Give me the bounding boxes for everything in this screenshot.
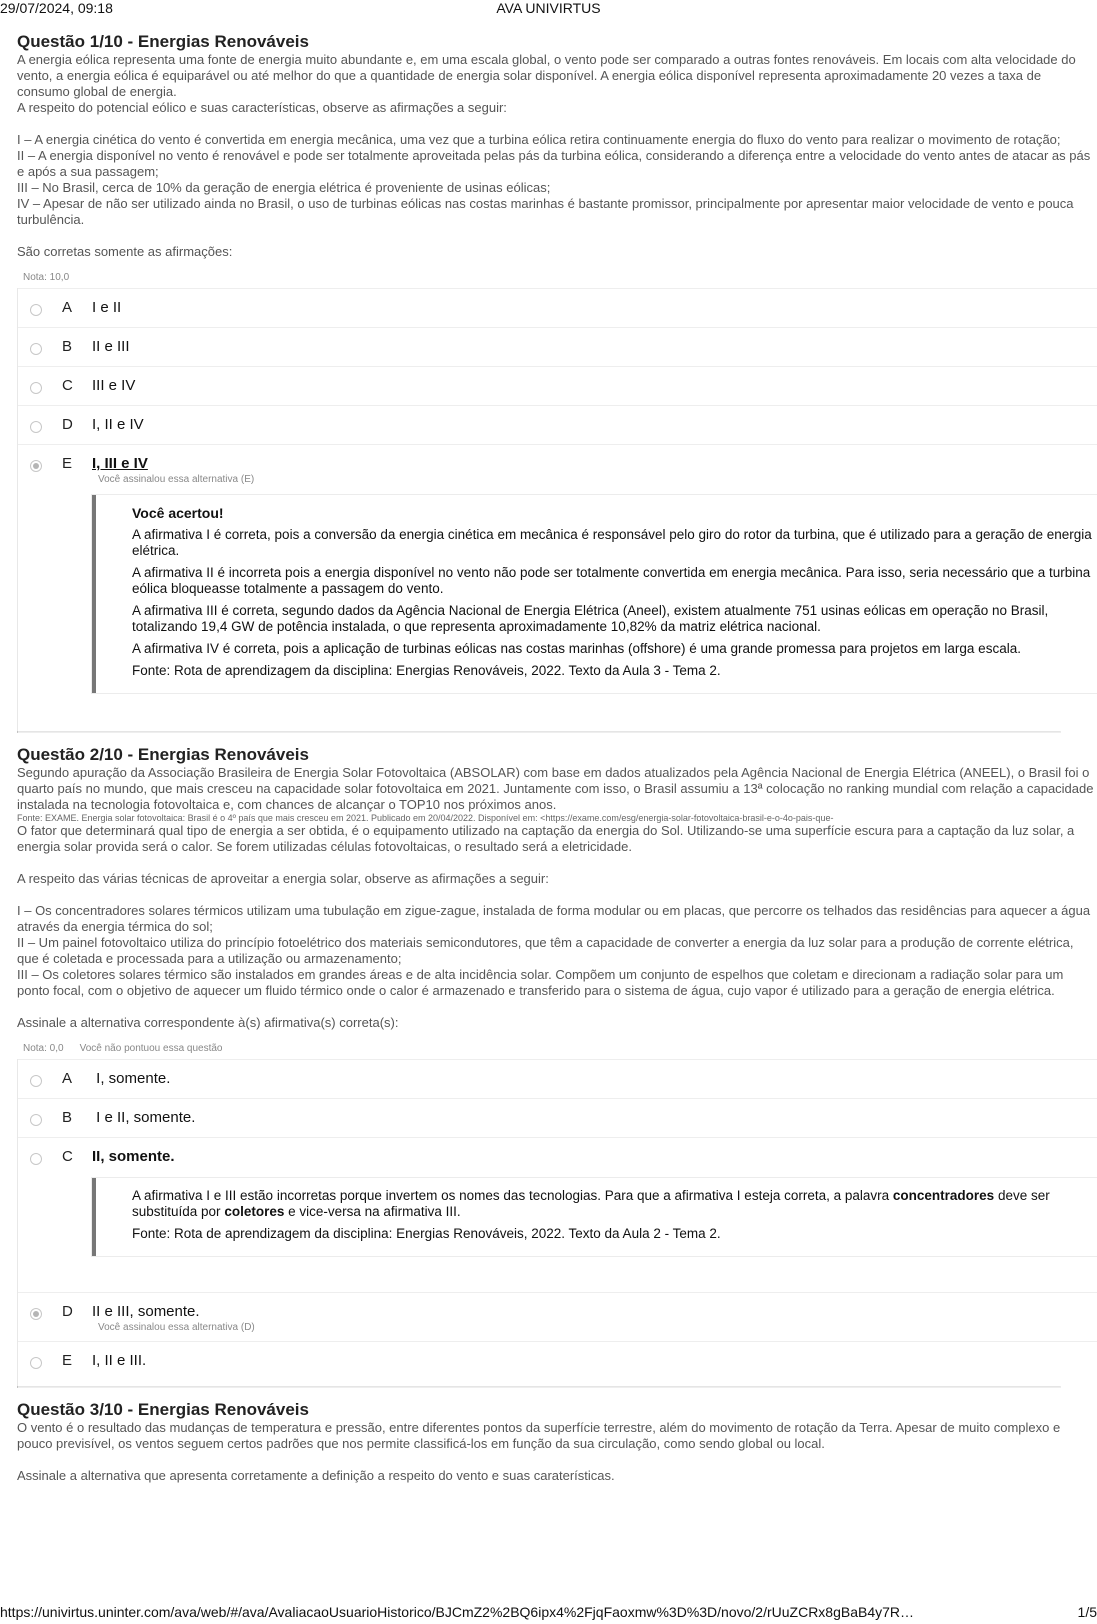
radio-button[interactable]: [30, 1075, 42, 1087]
radio-button[interactable]: [30, 1153, 42, 1165]
choice-letter: D: [62, 416, 73, 433]
choice-letter: E: [62, 1352, 73, 1369]
radio-button[interactable]: [30, 343, 42, 355]
feedback-keyword: coletores: [224, 1204, 285, 1219]
choice-text: I, II e IV: [92, 416, 144, 433]
score: [17, 272, 1097, 284]
choice-letter: E: [62, 455, 73, 472]
feedback-text: A afirmativa I e III estão incorretas porque invertem os nomes das tecnologias. Para que a afirmativa I esteja correta, a palavra: [132, 1188, 893, 1203]
feedback-text: deve ser substituída por: [132, 1188, 1050, 1219]
radio-button-selected[interactable]: [30, 1308, 42, 1320]
feedback-paragraph: A afirmativa IV é correta, pois a aplicação de turbinas eólicas nas costas marinhas (offshore) é uma grande promessa para projetos em larga escala.: [132, 641, 1021, 656]
statement: II – A energia disponível no vento é renovável e pode ser totalmente aproveitada pelas pás da turbina eólica, considerando a diferença entre a velocidade do vento antes de atacar as pás e após a sua passagem;: [17, 148, 1091, 179]
question-1: [17, 32, 1097, 733]
question-stem: [17, 1420, 1097, 1484]
choices-list: [17, 1059, 1097, 1386]
choice-text: II e III: [92, 338, 130, 355]
question-3: [17, 1400, 1097, 1484]
feedback-paragraph: A afirmativa I é correta, pois a conversão da energia cinética em mecânica é responsável pelo giro do rotor da turbina, que é utilizado para a geração de energia elétrica.: [132, 527, 1092, 558]
choice-e[interactable]: [18, 1341, 1097, 1386]
feedback-keyword: concentradores: [892, 1188, 995, 1203]
question-title: Questão 2/10 - Energias Renováveis: [17, 745, 309, 764]
radio-button[interactable]: [30, 382, 42, 394]
question-stem: [17, 765, 1097, 1031]
choice-b[interactable]: [18, 327, 1097, 366]
choice-text: I e II: [92, 299, 122, 316]
question-prompt: Assinale a alternativa que apresenta corretamente a definição a respeito do vento e suas caraterísticas.: [17, 1468, 615, 1483]
print-header: [0, 0, 1097, 18]
choice-letter: A: [62, 1070, 73, 1087]
question-stem: [17, 52, 1097, 260]
feedback-box: [92, 495, 1097, 693]
question-intro: A respeito das várias técnicas de aproveitar a energia solar, observe as afirmações a seguir:: [17, 871, 549, 886]
divider: [17, 1386, 1061, 1388]
choice-text: II e III, somente.: [92, 1303, 200, 1320]
radio-button[interactable]: [30, 1357, 42, 1369]
choice-letter: D: [62, 1303, 73, 1320]
choice-c[interactable]: [18, 1137, 1097, 1176]
score-message: Você não pontuou essa questão: [79, 1043, 223, 1054]
question-prompt: São corretas somente as afirmações:: [17, 244, 233, 259]
choice-text: III e IV: [92, 377, 136, 394]
statement: IV – Apesar de não ser utilizado ainda no Brasil, o uso de turbinas eólicas nas costas marinhas é bastante promissor, principalmente por apresentar maior velocidade de vento e pouca turbulência.: [17, 196, 1074, 227]
question-2: [17, 745, 1097, 1388]
choice-text: I e II, somente.: [92, 1109, 196, 1126]
question-title: Questão 1/10 - Energias Renováveis: [17, 32, 309, 51]
statement: I – Os concentradores solares térmicos utilizam uma tubulação em zigue-zague, instalada de forma modular ou em placas, que percorre os telhados das residências para aquecer a água através da energia térmica do sol;: [17, 903, 1091, 934]
feedback-paragraph: [132, 1188, 1097, 1220]
statement: III – No Brasil, cerca de 10% da geração de energia elétrica é proveniente de usinas eólicas;: [17, 180, 551, 195]
selected-note: Você assinalou essa alternativa (E): [98, 474, 255, 485]
stem-paragraph: O vento é o resultado das mudanças de temperatura e pressão, entre diferentes pontos da superfície terrestre, além do movimento de rotação da Terra. Apesar de muito complexo e pouco previsível, os ventos seguem certos padrões que nos permite classificá-los em função da sua circulação, como sendo global ou local.: [17, 1420, 1061, 1451]
choice-text: I, somente.: [92, 1070, 171, 1087]
choice-c[interactable]: [18, 366, 1097, 405]
choice-letter: C: [62, 377, 73, 394]
radio-button-selected[interactable]: [30, 460, 42, 472]
stem-paragraph: A respeito do potencial eólico e suas características, observe as afirmações a seguir:: [17, 100, 507, 115]
stem-paragraph: A energia eólica representa uma fonte de energia muito abundante e, em uma escala global, o vento pode ser comparado a outras fontes renováveis. Em locais com alta velocidade do vento, a energia eólica é equiparável ou até melhor do que a quantidade de energia solar disponível. A energia eólica disponível representa aproximadamente 20 vezes a taxa de consumo global de energia.: [17, 52, 1076, 99]
choice-letter: C: [62, 1148, 73, 1165]
choice-a[interactable]: [18, 1059, 1097, 1098]
choice-d[interactable]: [18, 1292, 1097, 1341]
choice-d[interactable]: [18, 405, 1097, 444]
choice-letter: B: [62, 338, 73, 355]
feedback-paragraph: A afirmativa III é correta, segundo dados da Agência Nacional de Energia Elétrica (Aneel), existem atualmente 751 usinas eólicas em operação no Brasil, totalizando 19,4 GW de potência instalada, o que representa aproximadamente 10,82% da matriz elétrica nacional.: [132, 603, 1049, 634]
statement: II – Um painel fotovoltaico utiliza do princípio fotoelétrico dos materiais semicondutores, que têm a capacidade de converter a energia da luz solar para a produção de corrente elétrica, que é coletada e processada para a utilização ou armazenamento;: [17, 935, 1074, 966]
radio-button[interactable]: [30, 1114, 42, 1126]
feedback-text: e vice-versa na afirmativa III.: [284, 1204, 461, 1219]
choice-text: I, II e III.: [92, 1352, 147, 1369]
feedback-title: Você acertou!: [132, 505, 224, 521]
score: [17, 1043, 1097, 1055]
statement: III – Os coletores solares térmico são instalados em grandes áreas e de alta incidência solar. Compõem um conjunto de espelhos que coletam e direcionam a radiação solar para um ponto focal, com o objetivo de aquecer um fluido térmico onde o calor é armazenado e transferido para o sistema de água, cujo vapor é utilizado para a geração de energia elétrica.: [17, 967, 1064, 998]
page-number: 1/5: [1077, 1604, 1097, 1620]
exam-history: [17, 30, 1097, 1600]
selected-note: Você assinalou essa alternativa (D): [98, 1322, 255, 1333]
choice-b[interactable]: [18, 1098, 1097, 1137]
page-url: https://univirtus.uninter.com/ava/web/#/ava/AvaliacaoUsuarioHistorico/BJCmZ2%2BQ6ipx4%2FjqFaoxmw%3D%3D/novo/2/rUuZCRx8gBaB4y7R…: [0, 1604, 915, 1620]
print-footer: [0, 1604, 1097, 1624]
print-datetime: 29/07/2024, 09:18: [0, 0, 113, 16]
choice-e[interactable]: [18, 444, 1097, 493]
print-site-title: AVA UNIVIRTUS: [496, 0, 601, 16]
score-value: Nota: 0,0: [23, 1043, 64, 1054]
statement: I – A energia cinética do vento é convertida em energia mecânica, uma vez que a turbina eólica retira continuamente energia do fluxo do vento para realizar o movimento de rotação;: [17, 132, 1061, 147]
choice-letter: B: [62, 1109, 73, 1126]
feedback-box: [92, 1178, 1097, 1256]
choice-letter: A: [62, 299, 73, 316]
divider: [17, 731, 1061, 733]
radio-button[interactable]: [30, 421, 42, 433]
question-prompt: Assinale a alternativa correspondente à(s) afirmativa(s) correta(s):: [17, 1015, 399, 1030]
choices-list: [17, 288, 1097, 731]
choice-text: II, somente.: [92, 1148, 175, 1165]
radio-button[interactable]: [30, 304, 42, 316]
score-value: Nota: 10,0: [23, 272, 70, 283]
question-title: Questão 3/10 - Energias Renováveis: [17, 1400, 309, 1419]
stem-paragraph: O fator que determinará qual tipo de energia a ser obtida, é o equipamento utilizado na captação da energia do Sol. Utilizando-se uma superfície escura para a captação da luz solar, a energia solar provida será o calor. Se forem utilizadas células fotovoltaicas, o resultado será a eletricidade.: [17, 823, 1075, 854]
source-citation: Fonte: EXAME. Energia solar fotovoltaica: Brasil é o 4º país que mais cresceu em 2021. Publicado em 20/04/2022. Disponível em: <https://exame.com/esg/energia-solar-fotovoltaica-brasil-e-o-4o-pais-que-: [17, 813, 834, 823]
choice-text: I, III e IV: [92, 455, 148, 472]
stem-paragraph: Segundo apuração da Associação Brasileira de Energia Solar Fotovoltaica (ABSOLAR) com base em dados atualizados pela Agência Nacional de Energia Elétrica (ANEEL), o Brasil foi o quarto país no mundo, que mais cresceu na capacidade solar fotovoltaica em 2021. Juntamente com isso, o Brasil assumiu a 13ª colocação no ranking mundial com relação a capacidade instalada na tecnologia fotovoltaica e, com chances de alcançar o TOP10 nos próximos anos.: [17, 765, 1094, 812]
feedback-source: Fonte: Rota de aprendizagem da disciplina: Energias Renováveis, 2022. Texto da Aula 2 - Tema 2.: [132, 1226, 721, 1241]
choice-a[interactable]: [18, 288, 1097, 327]
feedback-source: Fonte: Rota de aprendizagem da disciplina: Energias Renováveis, 2022. Texto da Aula 3 - Tema 2.: [132, 663, 721, 678]
feedback-paragraph: A afirmativa II é incorreta pois a energia disponível no vento não pode ser totalmente convertida em energia mecânica. Para isso, seria necessário que a turbina eólica bloqueasse totalmente a passagem do vento.: [132, 565, 1091, 596]
